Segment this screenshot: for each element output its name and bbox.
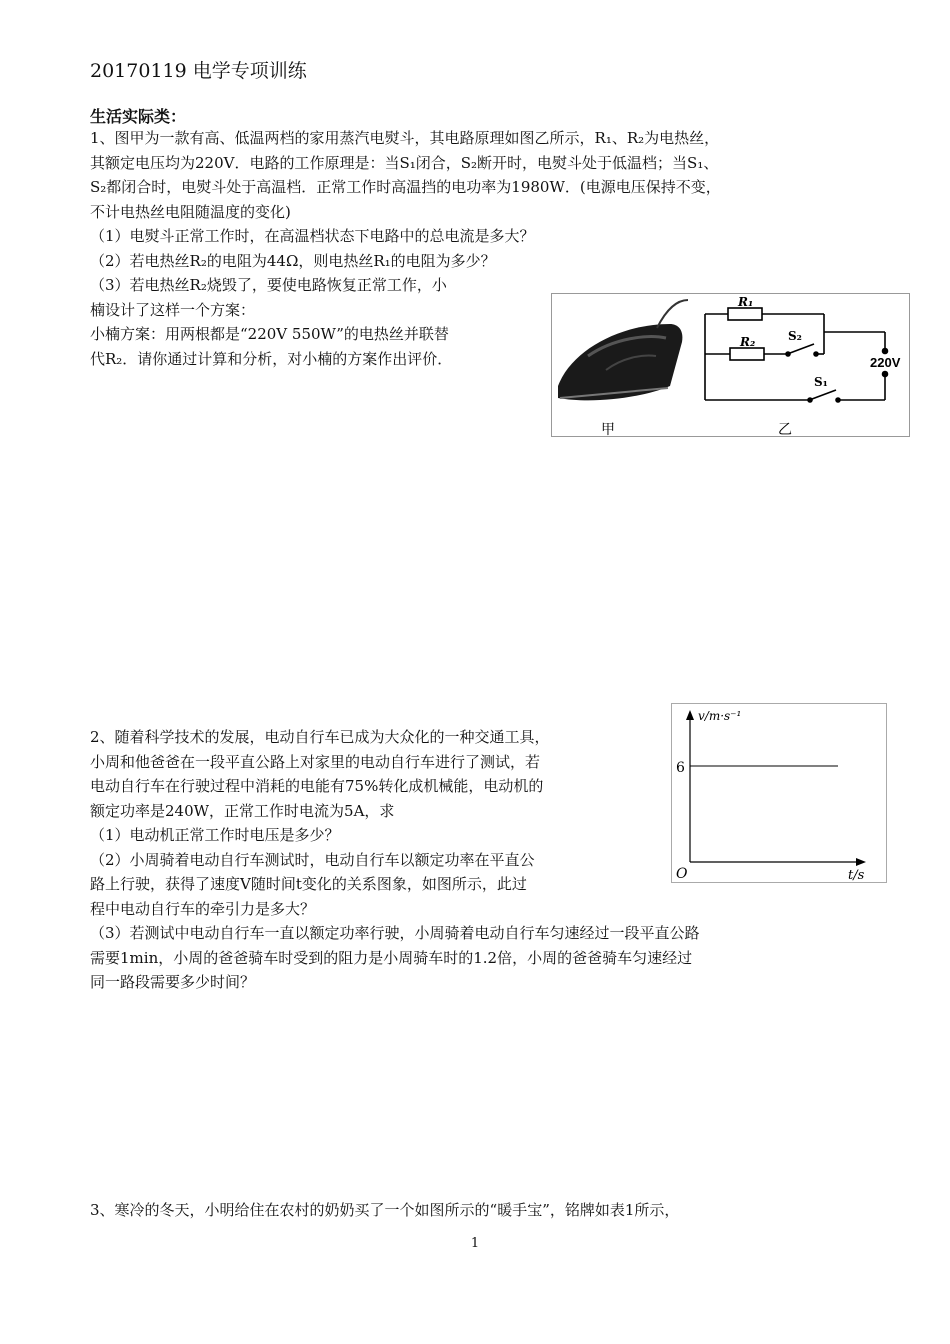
q1-line: 楠设计了这样一个方案： xyxy=(90,300,256,319)
section-heading: 生活实际类： xyxy=(90,107,187,126)
velocity-time-chart xyxy=(672,704,886,882)
q2-line: 同一路段需要多少时间？ xyxy=(90,973,256,991)
page-number: 1 xyxy=(470,1236,480,1251)
q2-line: 2、随着科学技术的发展，电动自行车已成为大众化的一种交通工具， xyxy=(90,728,550,746)
r2-label: R₂ xyxy=(740,335,756,349)
q1-line: S₂都闭合时，电熨斗处于高温档．正常工作时高温挡的电功率为1980W．(电源电压保持不变， xyxy=(90,178,721,196)
q1-line: 1、图甲为一款有高、低温两档的家用蒸汽电熨斗，其电路原理如图乙所示，R₁、R₂为电热丝， xyxy=(90,129,720,147)
q1-line: 小楠方案：用两根都是“220V 550W”的电热丝并联替 xyxy=(90,325,449,343)
q1-line: 其额定电压均为220V．电路的工作原理是：当S₁闭合，S₂断开时，电熨斗处于低温档；当S₁、 xyxy=(90,153,719,172)
q1-part-2: （2）若电热丝R₂的电阻为44Ω，则电热丝R₁的电阻为多少？ xyxy=(90,251,496,270)
question-3 xyxy=(90,1198,679,1223)
voltage-label: 220V xyxy=(870,355,901,370)
y-axis-arrow xyxy=(686,710,694,720)
q2-line: 额定功率是240W，正常工作时电流为5A，求 xyxy=(90,801,395,820)
iron-circuit-figure xyxy=(551,293,910,437)
origin-label: O xyxy=(676,866,688,882)
page-title: 20170119 电学专项训练 xyxy=(90,60,307,82)
figure-label-yi: 乙 xyxy=(778,421,792,436)
q2-line: 电动自行车在行驶过程中消耗的电能有75%转化成机械能，电动机的 xyxy=(90,777,544,795)
question-2 xyxy=(90,725,700,995)
q1-part-1: （1）电熨斗正常工作时，在高温档状态下电路中的总电流是多大？ xyxy=(90,227,535,245)
q2-part-3: （3）若测试中电动自行车一直以额定功率行驶，小周骑着电动自行车匀速经过一段平直公路 xyxy=(90,924,700,942)
velocity-time-graph xyxy=(671,703,887,883)
steam-iron-image xyxy=(558,300,688,400)
q2-line: 需要1min，小周的爸爸骑车时受到的阻力是小周骑车时的1.2倍，小周的爸爸骑车匀速经过 xyxy=(90,948,693,967)
iron-circuit-svg xyxy=(552,294,909,436)
q2-line: 路上行驶，获得了速度V随时间t变化的关系图象，如图所示，此过 xyxy=(90,875,527,893)
s2-label: S₂ xyxy=(788,329,802,343)
q3-line: 3、寒冷的冬天，小明给住在农村的奶奶买了一个如图所示的“暖手宝”，铭牌如表1所示， xyxy=(90,1201,680,1219)
s1-label: S₁ xyxy=(814,375,828,389)
y-axis-label: v/m·s⁻¹ xyxy=(698,709,742,723)
circuit-diagram xyxy=(705,308,888,402)
q1-part-3: （3）若电热丝R₂烧毁了，要使电路恢复正常工作，小 xyxy=(90,276,447,294)
q1-line: 不计电热丝电阻随温度的变化) xyxy=(90,202,291,221)
y-tick-label: 6 xyxy=(676,760,685,776)
q2-line: 小周和他爸爸在一段平直公路上对家里的电动自行车进行了测试，若 xyxy=(90,752,541,771)
q1-line: 代R₂．请你通过计算和分析，对小楠的方案作出评价． xyxy=(90,349,453,368)
r1-label: R₁ xyxy=(738,295,754,309)
q2-part-2: （2）小周骑着电动自行车测试时，电动自行车以额定功率在平直公 xyxy=(90,850,535,869)
q2-part-1: （1）电动机正常工作时电压是多少？ xyxy=(90,826,340,844)
q2-line: 程中电动自行车的牵引力是多大？ xyxy=(90,899,316,918)
x-axis-arrow xyxy=(856,858,866,866)
x-axis-label: t/s xyxy=(848,868,865,882)
figure-label-jia: 甲 xyxy=(601,421,615,436)
